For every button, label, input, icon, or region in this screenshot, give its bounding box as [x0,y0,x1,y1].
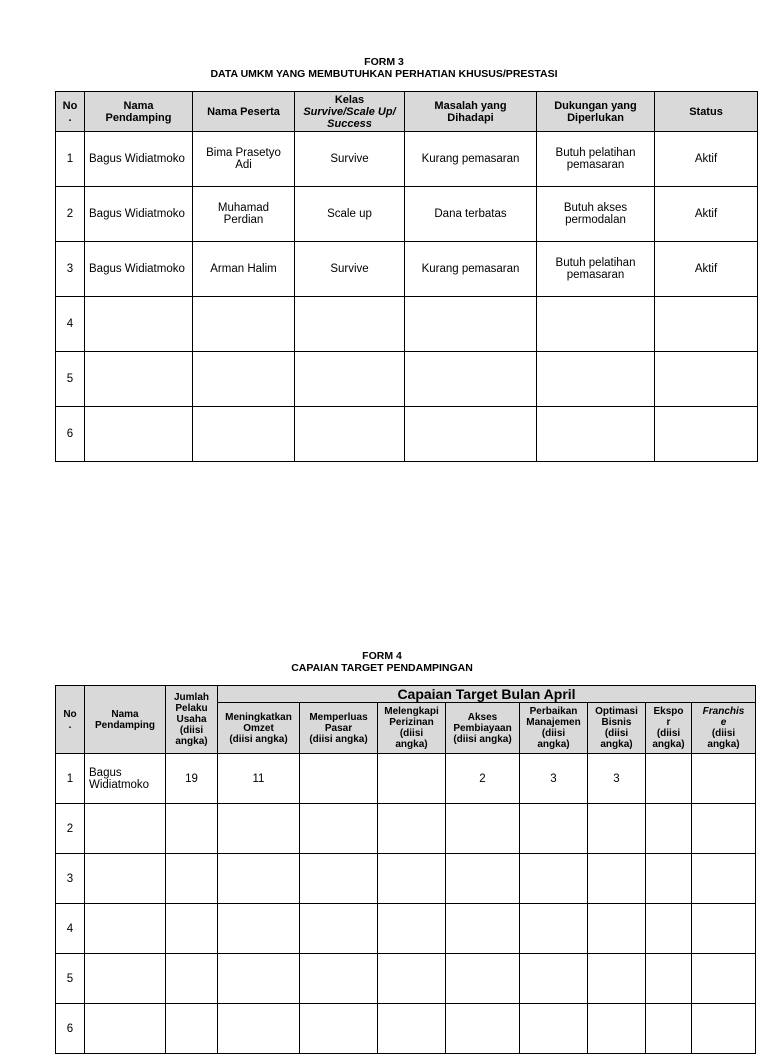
form4-table-row [56,1004,756,1054]
form4-cell-ekspor [646,804,692,854]
form4-cell-pembiayaan [446,804,520,854]
form3-cell-peserta [193,407,295,462]
form4-table-row [56,954,756,1004]
form3-cell-masalah: Kurang pemasaran [405,242,537,297]
form4-cell-pembiayaan [446,854,520,904]
form4-cell-perizinan [378,1004,446,1054]
form4-cell-nama [85,1004,166,1054]
form4-cell-perizinan [378,804,446,854]
form3-cell-pendamping [85,297,193,352]
form4-cell-omzet: 11 [218,754,300,804]
form3-cell-kelas [295,352,405,407]
form4-header-row-1 [56,686,756,703]
form3-header-row [56,92,758,132]
form3-cell-status: Aktif [655,242,758,297]
form4-cell-manajemen [520,904,588,954]
form4-cell-franchise [692,854,756,904]
form4-cell-perizinan [378,854,446,904]
form4-cell-bisnis: 3 [588,754,646,804]
form3-cell-kelas: Survive [295,242,405,297]
form3-table-row [56,297,758,352]
form3-cell-status [655,352,758,407]
form3-header-masalah: Masalah yang Dihadapi [405,92,537,132]
form3-dukungan-line: pemasaran [566,159,625,171]
form3-cell-dukungan [537,242,655,297]
form4-title-heading: CAPAIAN TARGET PENDAMPINGAN [291,662,473,674]
form4-cell-franchise [692,904,756,954]
form3-header-nama-peserta: Nama Peserta [193,92,295,132]
form4-cell-omzet [218,1004,300,1054]
form4-cell-bisnis [588,1004,646,1054]
form3-cell-kelas [295,297,405,352]
form4-cell-no: 6 [56,1004,85,1054]
form3-header-no: No . [56,92,85,132]
form3-cell-kelas [295,407,405,462]
form3-peserta-line: Bima Prasetyo [206,147,281,159]
form4-cell-manajemen [520,954,588,1004]
form3-title [0,56,768,80]
form4-cell-franchise [692,804,756,854]
form3-cell-dukungan [537,132,655,187]
form3-dukungan-line: Butuh akses [563,202,628,214]
form4-nama-line: Widiatmoko [89,778,150,791]
form3-cell-no: 1 [56,132,85,187]
form3-cell-pendamping [85,407,193,462]
form3-cell-pendamping [85,352,193,407]
form3-cell-status [655,297,758,352]
form4-header-jumlah: Jumlah Pelaku Usaha (diisi angka) [166,686,218,754]
form4-cell-pasar [300,804,378,854]
form4-header-perizinan: Melengkapi Perizinan (diisi angka) [378,703,446,754]
form4-cell-perizinan [378,754,446,804]
form4-cell-franchise [692,754,756,804]
form4-header-pembiayaan: Akses Pembiayaan (diisi angka) [446,703,520,754]
form3-peserta-line: Adi [235,159,252,171]
form4-header-omzet: Meningkatkan Omzet (diisi angka) [218,703,300,754]
form4-cell-manajemen: 3 [520,754,588,804]
form4-cell-nama [85,904,166,954]
form3-cell-no: 4 [56,297,85,352]
form3-header-nama-pendamping: Nama Pendamping [85,92,193,132]
form4-header-franchise: Franchis e (diisi angka) [692,703,756,754]
form3-cell-status [655,407,758,462]
form4-header-capaian-group: Capaian Target Bulan April [218,686,756,703]
form4-cell-no: 5 [56,954,85,1004]
form4-cell-bisnis [588,804,646,854]
form4-header-bisnis: Optimasi Bisnis (diisi angka) [588,703,646,754]
form4-cell-no: 1 [56,754,85,804]
form4-cell-pasar [300,854,378,904]
form4-cell-omzet [218,954,300,1004]
form4-table-row [56,854,756,904]
form3-table-row [56,132,758,187]
form4-cell-ekspor [646,854,692,904]
form4-header-manajemen: Perbaikan Manajemen (diisi angka) [520,703,588,754]
form4-cell-manajemen [520,1004,588,1054]
form4-cell-nama [85,954,166,1004]
form4-cell-jumlah: 19 [166,754,218,804]
form3-cell-peserta [193,242,295,297]
form4-cell-pembiayaan [446,954,520,1004]
form3-cell-masalah: Kurang pemasaran [405,132,537,187]
form4-cell-ekspor [646,904,692,954]
form3-cell-status: Aktif [655,187,758,242]
form3-cell-masalah [405,407,537,462]
form4-cell-ekspor [646,1004,692,1054]
form3-dukungan-line: permodalan [565,214,626,226]
form3-cell-no: 6 [56,407,85,462]
form3-table-row [56,187,758,242]
form4-cell-pembiayaan [446,904,520,954]
form3-cell-peserta [193,352,295,407]
form4-cell-jumlah [166,954,218,1004]
form3-cell-pendamping: Bagus Widiatmoko [85,242,193,297]
form4-table-row [56,804,756,854]
form4-cell-bisnis [588,904,646,954]
form3-title-heading: DATA UMKM YANG MEMBUTUHKAN PERHATIAN KHUSUS/PRESTASI [210,68,558,80]
form4-cell-perizinan [378,904,446,954]
form3-header-kelas: Kelas Survive/Scale Up/ Success [295,92,405,132]
form4-cell-pasar [300,754,378,804]
form3-dukungan-line: Butuh pelatihan [555,257,636,269]
form4-cell-no: 2 [56,804,85,854]
form3-dukungan-line: Butuh pelatihan [555,147,636,159]
form3-table-row [56,407,758,462]
form4-cell-perizinan [378,954,446,1004]
form4-header-pasar: Memperluas Pasar (diisi angka) [300,703,378,754]
form4-nama-line: Bagus [89,766,122,779]
form3-title-number: FORM 3 [364,56,404,68]
form4-cell-pembiayaan [446,1004,520,1054]
form3-cell-kelas: Scale up [295,187,405,242]
form4-cell-jumlah [166,854,218,904]
form3-cell-dukungan [537,297,655,352]
form3-cell-pendamping: Bagus Widiatmoko [85,187,193,242]
form3-dukungan-line: pemasaran [566,269,625,281]
form4-cell-bisnis [588,854,646,904]
form3-cell-no: 2 [56,187,85,242]
form4-cell-pembiayaan: 2 [446,754,520,804]
form4-cell-manajemen [520,854,588,904]
form3-peserta-line: Arman Halim [210,263,277,275]
form3-cell-dukungan [537,407,655,462]
form3-table [55,91,758,462]
form4-cell-jumlah [166,904,218,954]
form4-cell-ekspor [646,754,692,804]
form4-table-row [56,904,756,954]
form4-cell-pasar [300,954,378,1004]
form3-cell-masalah: Dana terbatas [405,187,537,242]
form3-table-row [56,242,758,297]
form4-table [55,685,756,1054]
form3-cell-dukungan [537,352,655,407]
form4-cell-nama [85,754,166,804]
form4-cell-jumlah [166,804,218,854]
form4-cell-franchise [692,1004,756,1054]
form4-cell-pasar [300,904,378,954]
form3-peserta-line: Muhamad [217,202,270,214]
form4-cell-no: 3 [56,854,85,904]
form3-cell-peserta [193,187,295,242]
form4-header-no: No . [56,686,85,754]
form3-cell-masalah [405,297,537,352]
form3-cell-pendamping: Bagus Widiatmoko [85,132,193,187]
form3-cell-kelas: Survive [295,132,405,187]
form3-cell-peserta [193,297,295,352]
form4-title [0,650,766,674]
form4-cell-pasar [300,1004,378,1054]
form4-cell-nama [85,804,166,854]
form4-header-nama: Nama Pendamping [85,686,166,754]
form4-cell-bisnis [588,954,646,1004]
form3-peserta-line: Perdian [223,214,264,226]
form4-cell-omzet [218,804,300,854]
form4-cell-jumlah [166,1004,218,1054]
form3-cell-peserta [193,132,295,187]
form3-header-status: Status [655,92,758,132]
form3-cell-no: 3 [56,242,85,297]
form4-title-number: FORM 4 [362,650,402,662]
form4-header-ekspor: Ekspo r (diisi angka) [646,703,692,754]
form4-cell-manajemen [520,804,588,854]
form4-cell-ekspor [646,954,692,1004]
form3-table-row [56,352,758,407]
form4-cell-franchise [692,954,756,1004]
form3-cell-dukungan [537,187,655,242]
form4-cell-omzet [218,854,300,904]
form3-header-dukungan: Dukungan yang Diperlukan [537,92,655,132]
form3-cell-status: Aktif [655,132,758,187]
form3-cell-no: 5 [56,352,85,407]
form4-cell-omzet [218,904,300,954]
form4-cell-nama [85,854,166,904]
form4-table-row [56,754,756,804]
form3-cell-masalah [405,352,537,407]
form4-cell-no: 4 [56,904,85,954]
